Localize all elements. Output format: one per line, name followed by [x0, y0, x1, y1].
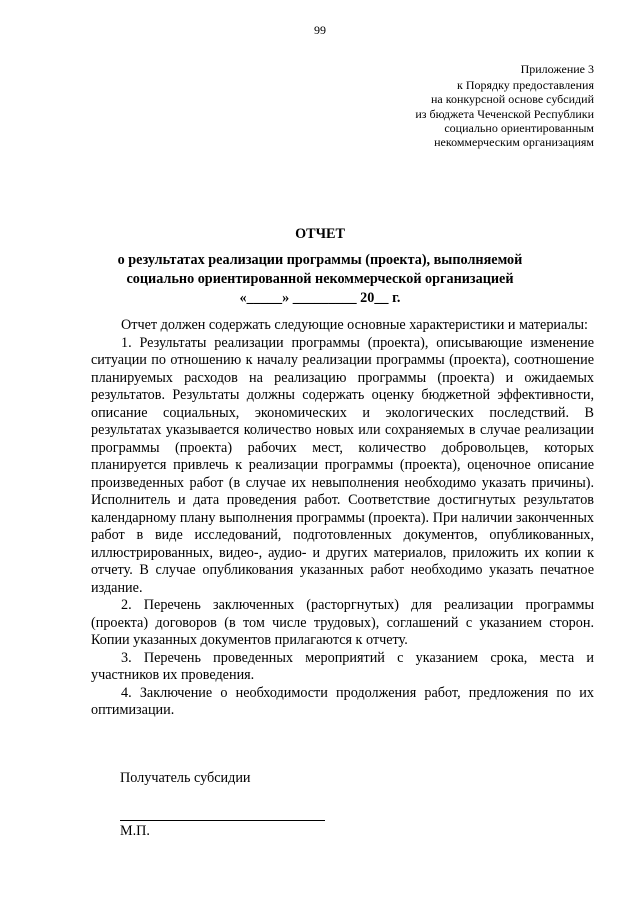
- body-paragraph: 4. Заключение о необходимости продолжения работ, предложения по их оптимизации.: [91, 684, 594, 718]
- document-title: ОТЧЕТ: [295, 226, 345, 242]
- signature-line: [120, 820, 325, 821]
- stamp-label: М.П.: [120, 823, 150, 839]
- document-heading: [0, 226, 640, 308]
- appendix-line: социально ориентированным: [444, 120, 594, 135]
- signature-label: Получатель субсидии: [120, 770, 251, 786]
- appendix-line: на конкурсной основе субсидий: [430, 92, 594, 107]
- document-subtitle-line: социально ориентированной некоммерческой организацией: [126, 271, 514, 287]
- document-date-line: «_____» _________ 20__ г.: [239, 290, 401, 306]
- body-paragraph: Отчет должен содержать следующие основные характеристики и материалы:: [121, 317, 588, 333]
- appendix-title: Приложение 3: [520, 62, 594, 76]
- appendix-line: некоммерческим организациям: [434, 135, 594, 150]
- body-paragraph: 3. Перечень проведенных мероприятий с указанием срока, места и участников их проведения.: [91, 649, 594, 683]
- body-paragraph: 2. Перечень заключенных (расторгнутых) для реализации программы (проекта) договоров (в том числе трудовых), соглашений с указанием сторон. Копии указанных документов прилагаются к отчету.: [91, 597, 594, 648]
- appendix-block: [294, 62, 594, 149]
- page-number: 99: [314, 23, 326, 37]
- document-subtitle-line: о результатах реализации программы (проекта), выполняемой: [117, 252, 523, 268]
- appendix-line: к Порядку предоставления: [456, 78, 594, 93]
- appendix-line: из бюджета Чеченской Республики: [415, 106, 594, 121]
- body-paragraph: 1. Результаты реализации программы (проекта), описывающие изменение ситуации по отношению к началу реализации программы (проекта), соотношение планируемых расходов на реализацию программы (проекта) и ожидаемых результатов. Результаты должны содержать оценку бюджетной эффективности, описание социальных, экономических и экологических последствий. В результатах указывается количество новых или сохраняемых в случае реализации программы (проекта) рабочих мест, количество добровольцев, которых планируется привлечь к реализации программы (проекта), оценочное описание произведенных работ (в случае их невыполнения необходимо указать причины). Исполнитель и дата проведения работ. Соответствие достигнутых результатов календарному плану выполнения программы (проекта). При наличии законченных работ в виде исследований, подготовленных документов, опубликованных, иллюстрированных, видео-, аудио- и других материалов, приложить их копии к отчету. В случае опубликования указанных работ необходимо указать печатное издание.: [91, 334, 594, 596]
- document-body: [91, 317, 594, 720]
